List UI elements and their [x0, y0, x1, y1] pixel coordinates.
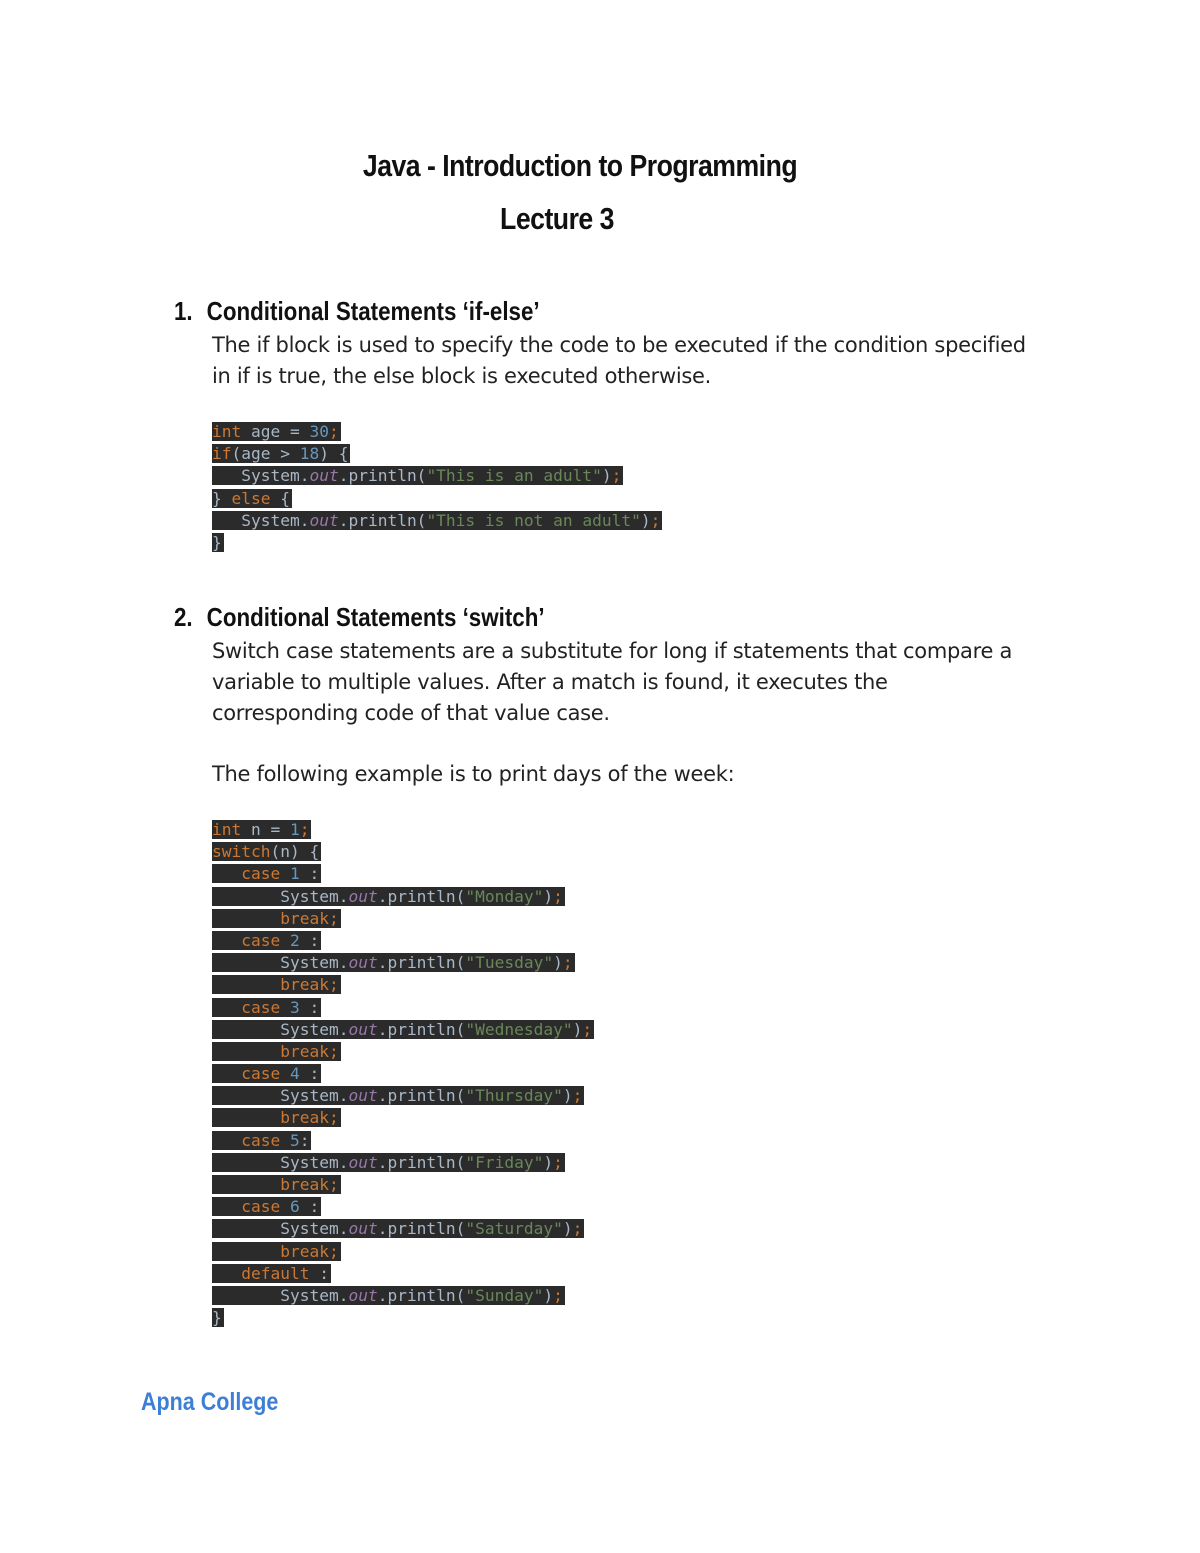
section-number: 2.: [174, 602, 193, 632]
code-text: }: [212, 532, 222, 552]
code-line: [212, 421, 662, 443]
code-text: System.out.println("Saturday");: [212, 1219, 583, 1239]
code-line: [212, 1241, 594, 1263]
code-line: [212, 908, 594, 930]
code-line: [212, 1085, 594, 1107]
code-text: int age = 30;: [212, 422, 339, 441]
code-text: if(age > 18) {: [212, 444, 349, 464]
paragraph-line: The if block is used to specify the code to be executed if the condition specified: [212, 333, 1026, 357]
code-line: [212, 1285, 594, 1307]
code-block-if-else: [212, 421, 662, 554]
code-text: System.out.println("Monday");: [212, 886, 563, 906]
code-line: [212, 1174, 594, 1196]
code-line: [212, 1218, 594, 1240]
code-line: [212, 1263, 594, 1285]
code-text: System.out.println("This is not an adult");: [212, 510, 661, 530]
code-block-switch: [212, 819, 594, 1329]
code-text: break;: [212, 975, 341, 994]
code-line: [212, 1307, 594, 1329]
code-line: [212, 510, 662, 532]
code-text: System.out.println("Tuesday");: [212, 953, 573, 973]
code-line: [212, 1063, 594, 1085]
document-title: Java - Introduction to Programming: [362, 148, 798, 183]
code-line: [212, 532, 662, 554]
code-text: System.out.println("Wednesday");: [212, 1019, 593, 1039]
code-text: case 6 :: [212, 1197, 321, 1216]
code-text: break;: [212, 1175, 341, 1194]
code-line: [212, 819, 594, 841]
code-line: [212, 841, 594, 863]
code-line: [212, 1107, 594, 1129]
code-line: [212, 997, 594, 1019]
paragraph-line: corresponding code of that value case.: [212, 701, 610, 725]
section-paragraph: [212, 759, 1072, 790]
code-text: System.out.println("Friday");: [212, 1152, 563, 1172]
code-text: System.out.println("This is an adult");: [212, 466, 622, 486]
code-line: [212, 886, 594, 908]
footer-brand: Apna College: [141, 1388, 279, 1416]
paragraph-line: The following example is to print days of the week:: [212, 762, 735, 786]
section-heading-switch: [174, 602, 545, 633]
section-paragraph: [212, 636, 1072, 729]
code-text: default :: [212, 1264, 331, 1283]
code-text: break;: [212, 909, 341, 928]
code-text: case 5:: [212, 1131, 311, 1150]
code-text: System.out.println("Sunday");: [212, 1285, 563, 1305]
paragraph-line: variable to multiple values. After a match is found, it executes the: [212, 670, 888, 694]
code-text: break;: [212, 1108, 341, 1127]
code-line: [212, 465, 662, 487]
code-text: System.out.println("Thursday");: [212, 1086, 583, 1106]
code-text: break;: [212, 1242, 341, 1261]
document-subtitle: Lecture 3: [500, 201, 614, 236]
code-line: [212, 930, 594, 952]
code-line: [212, 1041, 594, 1063]
section-title: Conditional Statements ‘switch’: [206, 602, 545, 632]
code-line: [212, 488, 662, 510]
code-text: } else {: [212, 488, 290, 508]
code-line: [212, 952, 594, 974]
code-text: switch(n) {: [212, 842, 320, 862]
code-text: }: [212, 1308, 222, 1328]
code-text: case 1 :: [212, 864, 321, 883]
code-text: case 3 :: [212, 998, 321, 1017]
section-paragraph: [212, 330, 1072, 392]
code-line: [212, 1130, 594, 1152]
code-line: [212, 1152, 594, 1174]
section-number: 1.: [174, 296, 193, 326]
section-title: Conditional Statements ‘if-else’: [206, 296, 540, 326]
code-line: [212, 974, 594, 996]
code-text: int n = 1;: [212, 820, 310, 839]
paragraph-line: in if is true, the else block is executed otherwise.: [212, 364, 712, 388]
code-line: [212, 1019, 594, 1041]
code-text: break;: [212, 1042, 341, 1061]
code-text: case 2 :: [212, 931, 321, 950]
code-line: [212, 863, 594, 885]
code-text: case 4 :: [212, 1064, 321, 1083]
section-heading-if-else: [174, 296, 540, 327]
paragraph-line: Switch case statements are a substitute for long if statements that compare a: [212, 639, 1013, 663]
code-line: [212, 443, 662, 465]
code-line: [212, 1196, 594, 1218]
